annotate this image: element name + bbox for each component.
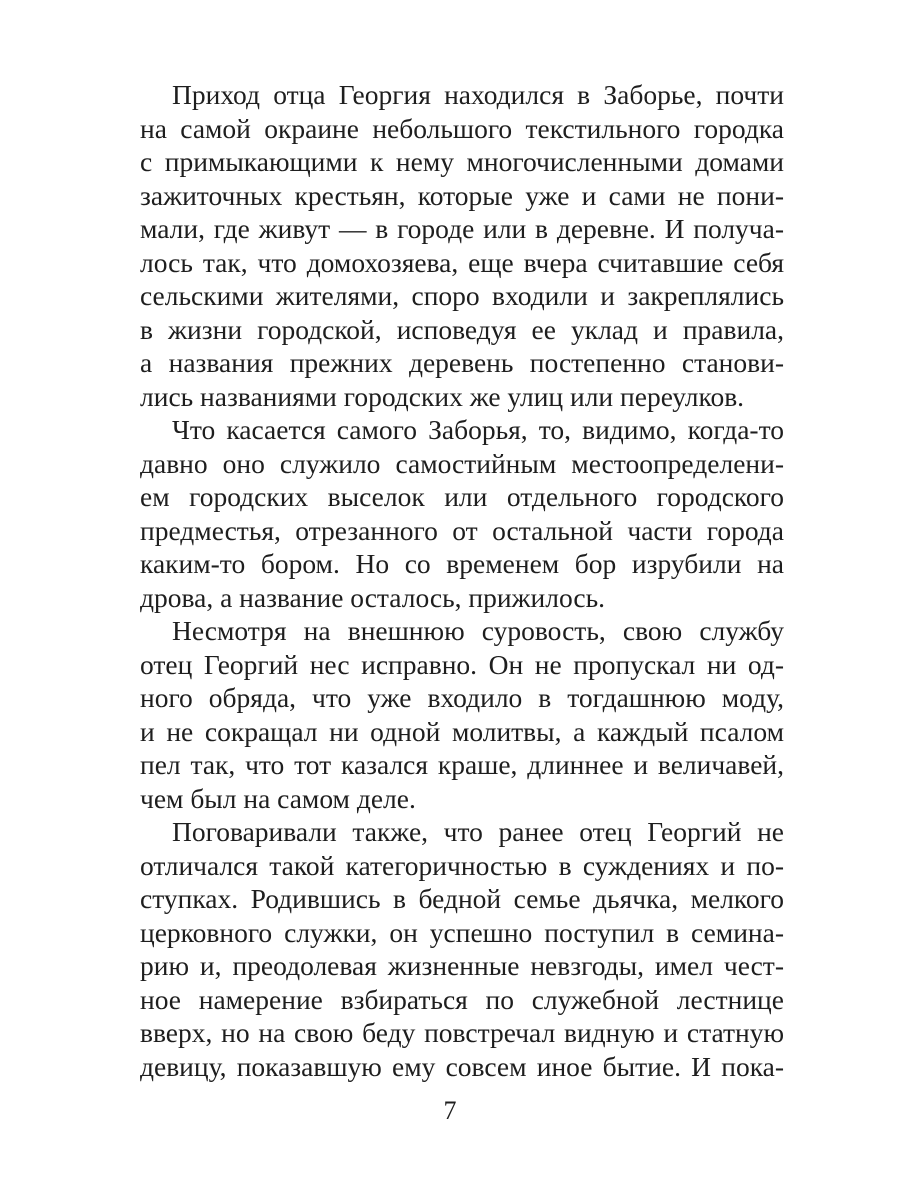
- text-line: ступках. Родившись в бедной семье дьячка, мелкого: [140, 883, 784, 914]
- text-line: лись названиями городских же улиц или переулков.: [140, 380, 745, 412]
- text-line: ного обряда, что уже входило в тогдашнюю моду,: [140, 682, 784, 713]
- text-line: с примыкающими к нему многочисленными домами: [140, 146, 784, 177]
- paragraph-3: [140, 614, 784, 815]
- text-line: дрова, а название осталось, прижилось.: [140, 581, 606, 613]
- paragraph-2: [140, 413, 784, 614]
- text-line: чем был на самом деле.: [140, 782, 416, 814]
- text-line: Что касается самого Заборья, то, видимо, когда-то: [172, 414, 784, 445]
- text-line: каким-то бором. Но со временем бор изрубили на: [140, 548, 784, 579]
- text-line: рию и, преодолевая жизненные невзгоды, имел чест-: [140, 950, 784, 981]
- text-line: Поговаривали также, что ранее отец Георгий не: [172, 816, 784, 847]
- text-line: зажиточных крестьян, которые уже и сами не пони-: [140, 179, 784, 211]
- text-line: а названия прежних деревень постепенно станови-: [140, 347, 784, 378]
- text-line: на самой окраине небольшого текстильного городка: [140, 112, 784, 144]
- text-line: девицу, показавшую ему совсем иное бытие. И пока-: [140, 1050, 784, 1082]
- text-line: и не сокращал ни одной молитвы, а каждый псалом: [140, 715, 784, 747]
- text-line: ное намерение взбираться по служебной лестнице: [140, 983, 784, 1015]
- text-line: церковного служки, он успешно поступил в семина-: [140, 916, 784, 948]
- text-line: отличался такой категоричностью в суждениях и по-: [140, 849, 784, 881]
- text-line: лось так, что домохозяева, еще вчера считавшие себя: [140, 246, 784, 278]
- text-line: предместья, отрезанного от остальной части города: [140, 514, 784, 546]
- text-line: вверх, но на свою беду повстречал видную и статную: [140, 1017, 784, 1048]
- text-line: давно оно служило самостийным местоопределени-: [140, 447, 784, 479]
- text-line: Несмотря на внешнюю суровость, свою службу: [172, 615, 784, 646]
- paragraph-1: [140, 78, 784, 413]
- paragraph-4: [140, 815, 784, 1083]
- text-line: в жизни городской, исповедуя ее уклад и правила,: [140, 313, 784, 345]
- text-line: ем городских выселок или отдельного городского: [140, 481, 784, 512]
- page-number: 7: [443, 1096, 457, 1125]
- text-line: сельскими жителями, споро входили и закреплялись: [140, 280, 784, 311]
- text-line: мали, где живут — в городе или в деревне. И получа-: [140, 213, 784, 244]
- text-line: пел так, что тот казался краше, длиннее и величавей,: [140, 749, 784, 780]
- text-line: Приход отца Георгия находился в Заборье, почти: [172, 79, 784, 110]
- page-body: [140, 78, 784, 1083]
- text-line: отец Георгий нес исправно. Он не пропускал ни од-: [140, 648, 784, 680]
